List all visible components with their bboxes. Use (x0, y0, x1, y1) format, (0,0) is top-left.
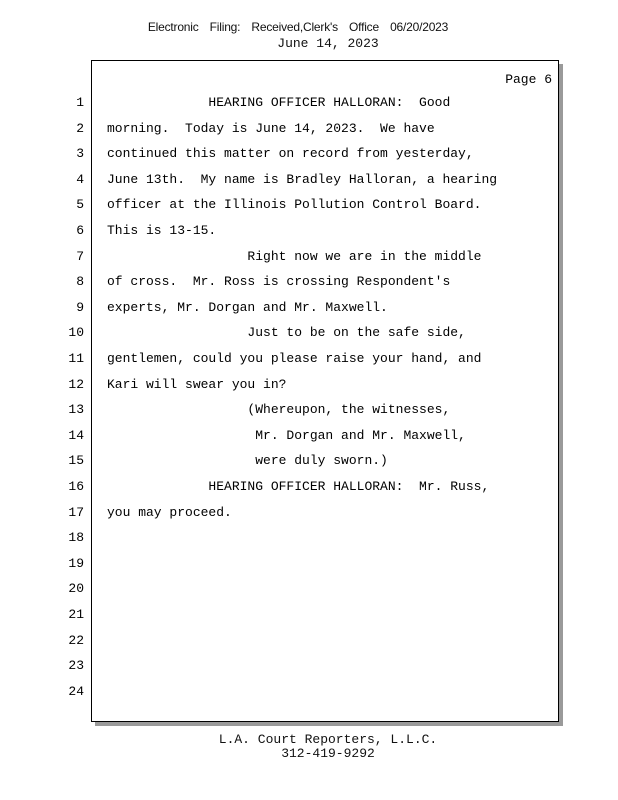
page-number: Page 6 (505, 72, 552, 87)
transcript-line: HEARING OFFICER HALLORAN: Mr. Russ, (107, 479, 490, 494)
line-number: 15 (68, 453, 84, 468)
transcript-line: you may proceed. (107, 505, 232, 520)
line-number: 3 (76, 146, 84, 161)
transcript-line: This is 13-15. (107, 223, 217, 238)
transcript-date: June 14, 2023 (277, 36, 379, 51)
transcript-line: Right now we are in the middle (107, 249, 482, 264)
transcript-line: of cross. Mr. Ross is crossing Respondent's (107, 274, 451, 289)
transcript-line: Kari will swear you in? (107, 377, 287, 392)
line-number: 9 (76, 300, 84, 315)
transcript-line: Mr. Dorgan and Mr. Maxwell, (107, 428, 466, 443)
transcript-line: (Whereupon, the witnesses, (107, 402, 451, 417)
line-number: 6 (76, 223, 84, 238)
transcript-line: Just to be on the safe side, (107, 325, 466, 340)
transcript-line: were duly sworn.) (107, 453, 388, 468)
line-number: 21 (68, 607, 84, 622)
reporter-phone: 312-419-9292 (281, 746, 375, 761)
transcript-line: officer at the Illinois Pollution Control Board. (107, 197, 482, 212)
line-number: 5 (76, 197, 84, 212)
reporter-company: L.A. Court Reporters, L.L.C. (218, 732, 438, 747)
line-number: 22 (68, 633, 84, 648)
line-number: 8 (76, 274, 84, 289)
line-number: 24 (68, 684, 84, 699)
line-number: 17 (68, 505, 84, 520)
line-number: 16 (68, 479, 84, 494)
filing-stamp: Electronic Filing: Received,Clerk's Office 06/20/2023 (147, 20, 449, 34)
transcript-line: experts, Mr. Dorgan and Mr. Maxwell. (107, 300, 388, 315)
line-number: 7 (76, 249, 84, 264)
transcript-line: gentlemen, could you please raise your hand, and (107, 351, 482, 366)
line-number: 23 (68, 658, 84, 673)
line-number: 1 (76, 95, 84, 110)
line-number: 20 (68, 581, 84, 596)
line-number: 13 (68, 402, 84, 417)
transcript-line: HEARING OFFICER HALLORAN: Good (107, 95, 451, 110)
line-number: 11 (68, 351, 84, 366)
line-number: 2 (76, 121, 84, 136)
line-number: 12 (68, 377, 84, 392)
transcript-line: June 13th. My name is Bradley Halloran, a hearing (107, 172, 498, 187)
transcript-line: continued this matter on record from yesterday, (107, 146, 474, 161)
line-number: 19 (68, 556, 84, 571)
footer (0, 733, 618, 761)
line-number: 14 (68, 428, 84, 443)
line-number: 18 (68, 530, 84, 545)
line-number: 4 (76, 172, 84, 187)
line-number: 10 (68, 325, 84, 340)
transcript-line: morning. Today is June 14, 2023. We have (107, 121, 435, 136)
